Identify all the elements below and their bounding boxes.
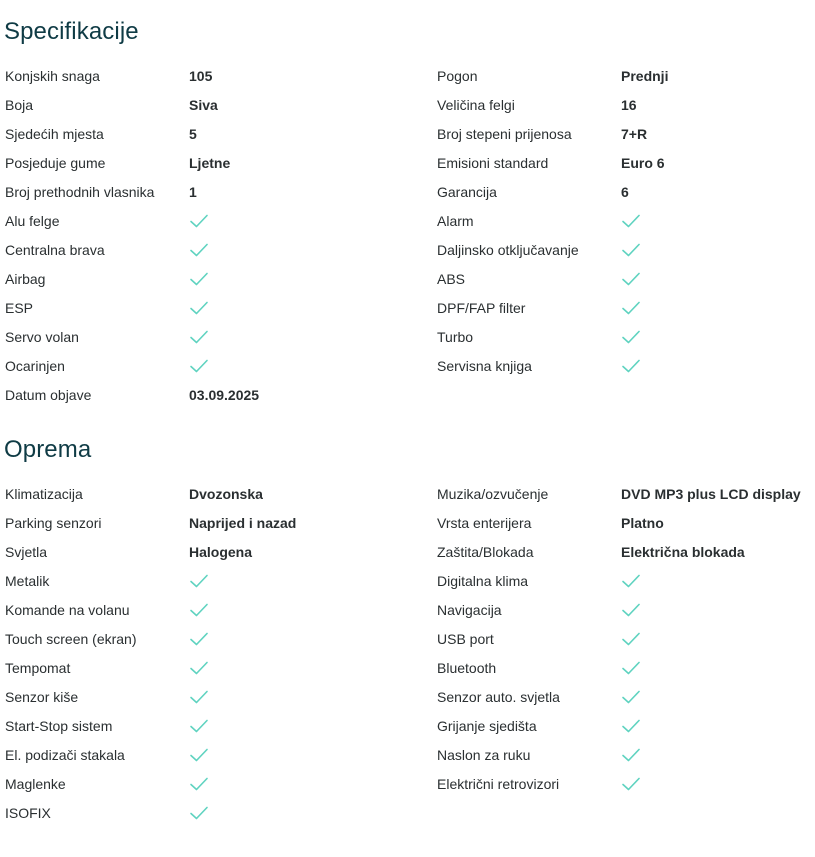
spec-label: Parking senzori [5, 515, 102, 531]
spec-row [0, 352, 815, 381]
checkmark-icon [189, 329, 209, 345]
spec-label: Grijanje sjedišta [437, 718, 537, 734]
spec-label: Konjskih snaga [5, 68, 100, 84]
spec-label: Metalik [5, 573, 50, 589]
checkmark-icon [189, 776, 209, 792]
spec-value: 6 [621, 184, 629, 200]
oprema-title: Oprema [4, 436, 92, 463]
spec-label: Digitalna klima [437, 573, 529, 589]
spec-value: 5 [189, 126, 197, 142]
spec-label: Veličina felgi [437, 97, 515, 113]
spec-value: 7+R [621, 126, 648, 142]
spec-value: 03.09.2025 [189, 387, 260, 403]
checkmark-icon [189, 631, 209, 647]
spec-label: Sjedećih mjesta [5, 126, 104, 142]
spec-value: Euro 6 [621, 155, 665, 171]
checkmark-icon [189, 242, 209, 258]
checkmark-icon [189, 805, 209, 821]
spec-row [0, 654, 815, 683]
spec-row [0, 149, 815, 178]
spec-label: ESP [5, 300, 34, 316]
spec-label: Senzor kiše [5, 689, 79, 705]
spec-value: Siva [189, 97, 218, 113]
spec-label: Start-Stop sistem [5, 718, 113, 734]
checkmark-icon [621, 358, 641, 374]
spec-label: Boja [5, 97, 34, 113]
spec-row [0, 799, 815, 828]
spec-row [0, 741, 815, 770]
spec-value: Ljetne [189, 155, 231, 171]
spec-row [0, 381, 815, 410]
spec-label: Broj stepeni prijenosa [437, 126, 572, 142]
spec-row [0, 323, 815, 352]
spec-label: Airbag [5, 271, 46, 287]
spec-row [0, 538, 815, 567]
spec-label: Emisioni standard [437, 155, 549, 171]
checkmark-icon [189, 213, 209, 229]
spec-label: Centralna brava [5, 242, 105, 258]
spec-value: DVD MP3 plus LCD display [621, 486, 801, 502]
spec-label: Električni retrovizori [437, 776, 560, 792]
spec-label: Muzika/ozvučenje [437, 486, 549, 502]
spec-row [0, 294, 815, 323]
spec-label: Servisna knjiga [437, 358, 532, 374]
spec-label: Daljinsko otključavanje [437, 242, 579, 258]
checkmark-icon [189, 573, 209, 589]
checkmark-icon [621, 747, 641, 763]
spec-label: Svjetla [5, 544, 48, 560]
spec-row [0, 712, 815, 741]
checkmark-icon [621, 689, 641, 705]
spec-row [0, 62, 815, 91]
checkmark-icon [621, 213, 641, 229]
spec-label: Navigacija [437, 602, 502, 618]
spec-row [0, 683, 815, 712]
spec-row [0, 567, 815, 596]
spec-value: 16 [621, 97, 637, 113]
spec-label: Pogon [437, 68, 478, 84]
spec-label: Zaštita/Blokada [437, 544, 534, 560]
spec-label: Naslon za ruku [437, 747, 531, 763]
checkmark-icon [189, 271, 209, 287]
specifikacije-grid [0, 62, 815, 410]
spec-label: Garancija [437, 184, 497, 200]
checkmark-icon [621, 300, 641, 316]
checkmark-icon [189, 602, 209, 618]
spec-value: Dvozonska [189, 486, 263, 502]
checkmark-icon [621, 329, 641, 345]
spec-row [0, 265, 815, 294]
spec-label: Tempomat [5, 660, 71, 676]
spec-value: Halogena [189, 544, 253, 560]
spec-label: El. podizači stakala [5, 747, 125, 763]
spec-row [0, 91, 815, 120]
spec-label: Klimatizacija [5, 486, 83, 502]
checkmark-icon [189, 718, 209, 734]
spec-value: 105 [189, 68, 213, 84]
spec-row [0, 770, 815, 799]
spec-row [0, 236, 815, 265]
checkmark-icon [621, 242, 641, 258]
checkmark-icon [621, 573, 641, 589]
spec-row [0, 178, 815, 207]
checkmark-icon [189, 300, 209, 316]
checkmark-icon [189, 747, 209, 763]
spec-label: Touch screen (ekran) [5, 631, 137, 647]
checkmark-icon [621, 631, 641, 647]
checkmark-icon [189, 689, 209, 705]
spec-row [0, 120, 815, 149]
spec-value: 1 [189, 184, 197, 200]
checkmark-icon [621, 271, 641, 287]
spec-label: Posjeduje gume [5, 155, 106, 171]
spec-value: Prednji [621, 68, 669, 84]
spec-label: Alu felge [5, 213, 60, 229]
checkmark-icon [621, 602, 641, 618]
spec-label: DPF/FAP filter [437, 300, 526, 316]
spec-label: Turbo [437, 329, 474, 345]
spec-label: Senzor auto. svjetla [437, 689, 560, 705]
spec-label: ABS [437, 271, 466, 287]
spec-row [0, 596, 815, 625]
checkmark-icon [189, 358, 209, 374]
spec-label: Datum objave [5, 387, 92, 403]
spec-label: ISOFIX [5, 805, 51, 821]
checkmark-icon [621, 718, 641, 734]
spec-label: Ocarinjen [5, 358, 65, 374]
spec-label: Vrsta enterijera [437, 515, 532, 531]
spec-row [0, 207, 815, 236]
spec-label: Broj prethodnih vlasnika [5, 184, 155, 200]
spec-row [0, 509, 815, 538]
spec-value: Platno [621, 515, 664, 531]
spec-label: Maglenke [5, 776, 66, 792]
spec-label: Alarm [437, 213, 474, 229]
specifikacije-title: Specifikacije [4, 18, 139, 45]
spec-label: Servo volan [5, 329, 79, 345]
spec-value: Električna blokada [621, 544, 745, 560]
oprema-grid [0, 480, 815, 828]
spec-label: Bluetooth [437, 660, 497, 676]
spec-row [0, 480, 815, 509]
spec-label: USB port [437, 631, 494, 647]
spec-value: Naprijed i nazad [189, 515, 297, 531]
checkmark-icon [621, 660, 641, 676]
checkmark-icon [189, 660, 209, 676]
checkmark-icon [621, 776, 641, 792]
spec-label: Komande na volanu [5, 602, 130, 618]
spec-row [0, 625, 815, 654]
